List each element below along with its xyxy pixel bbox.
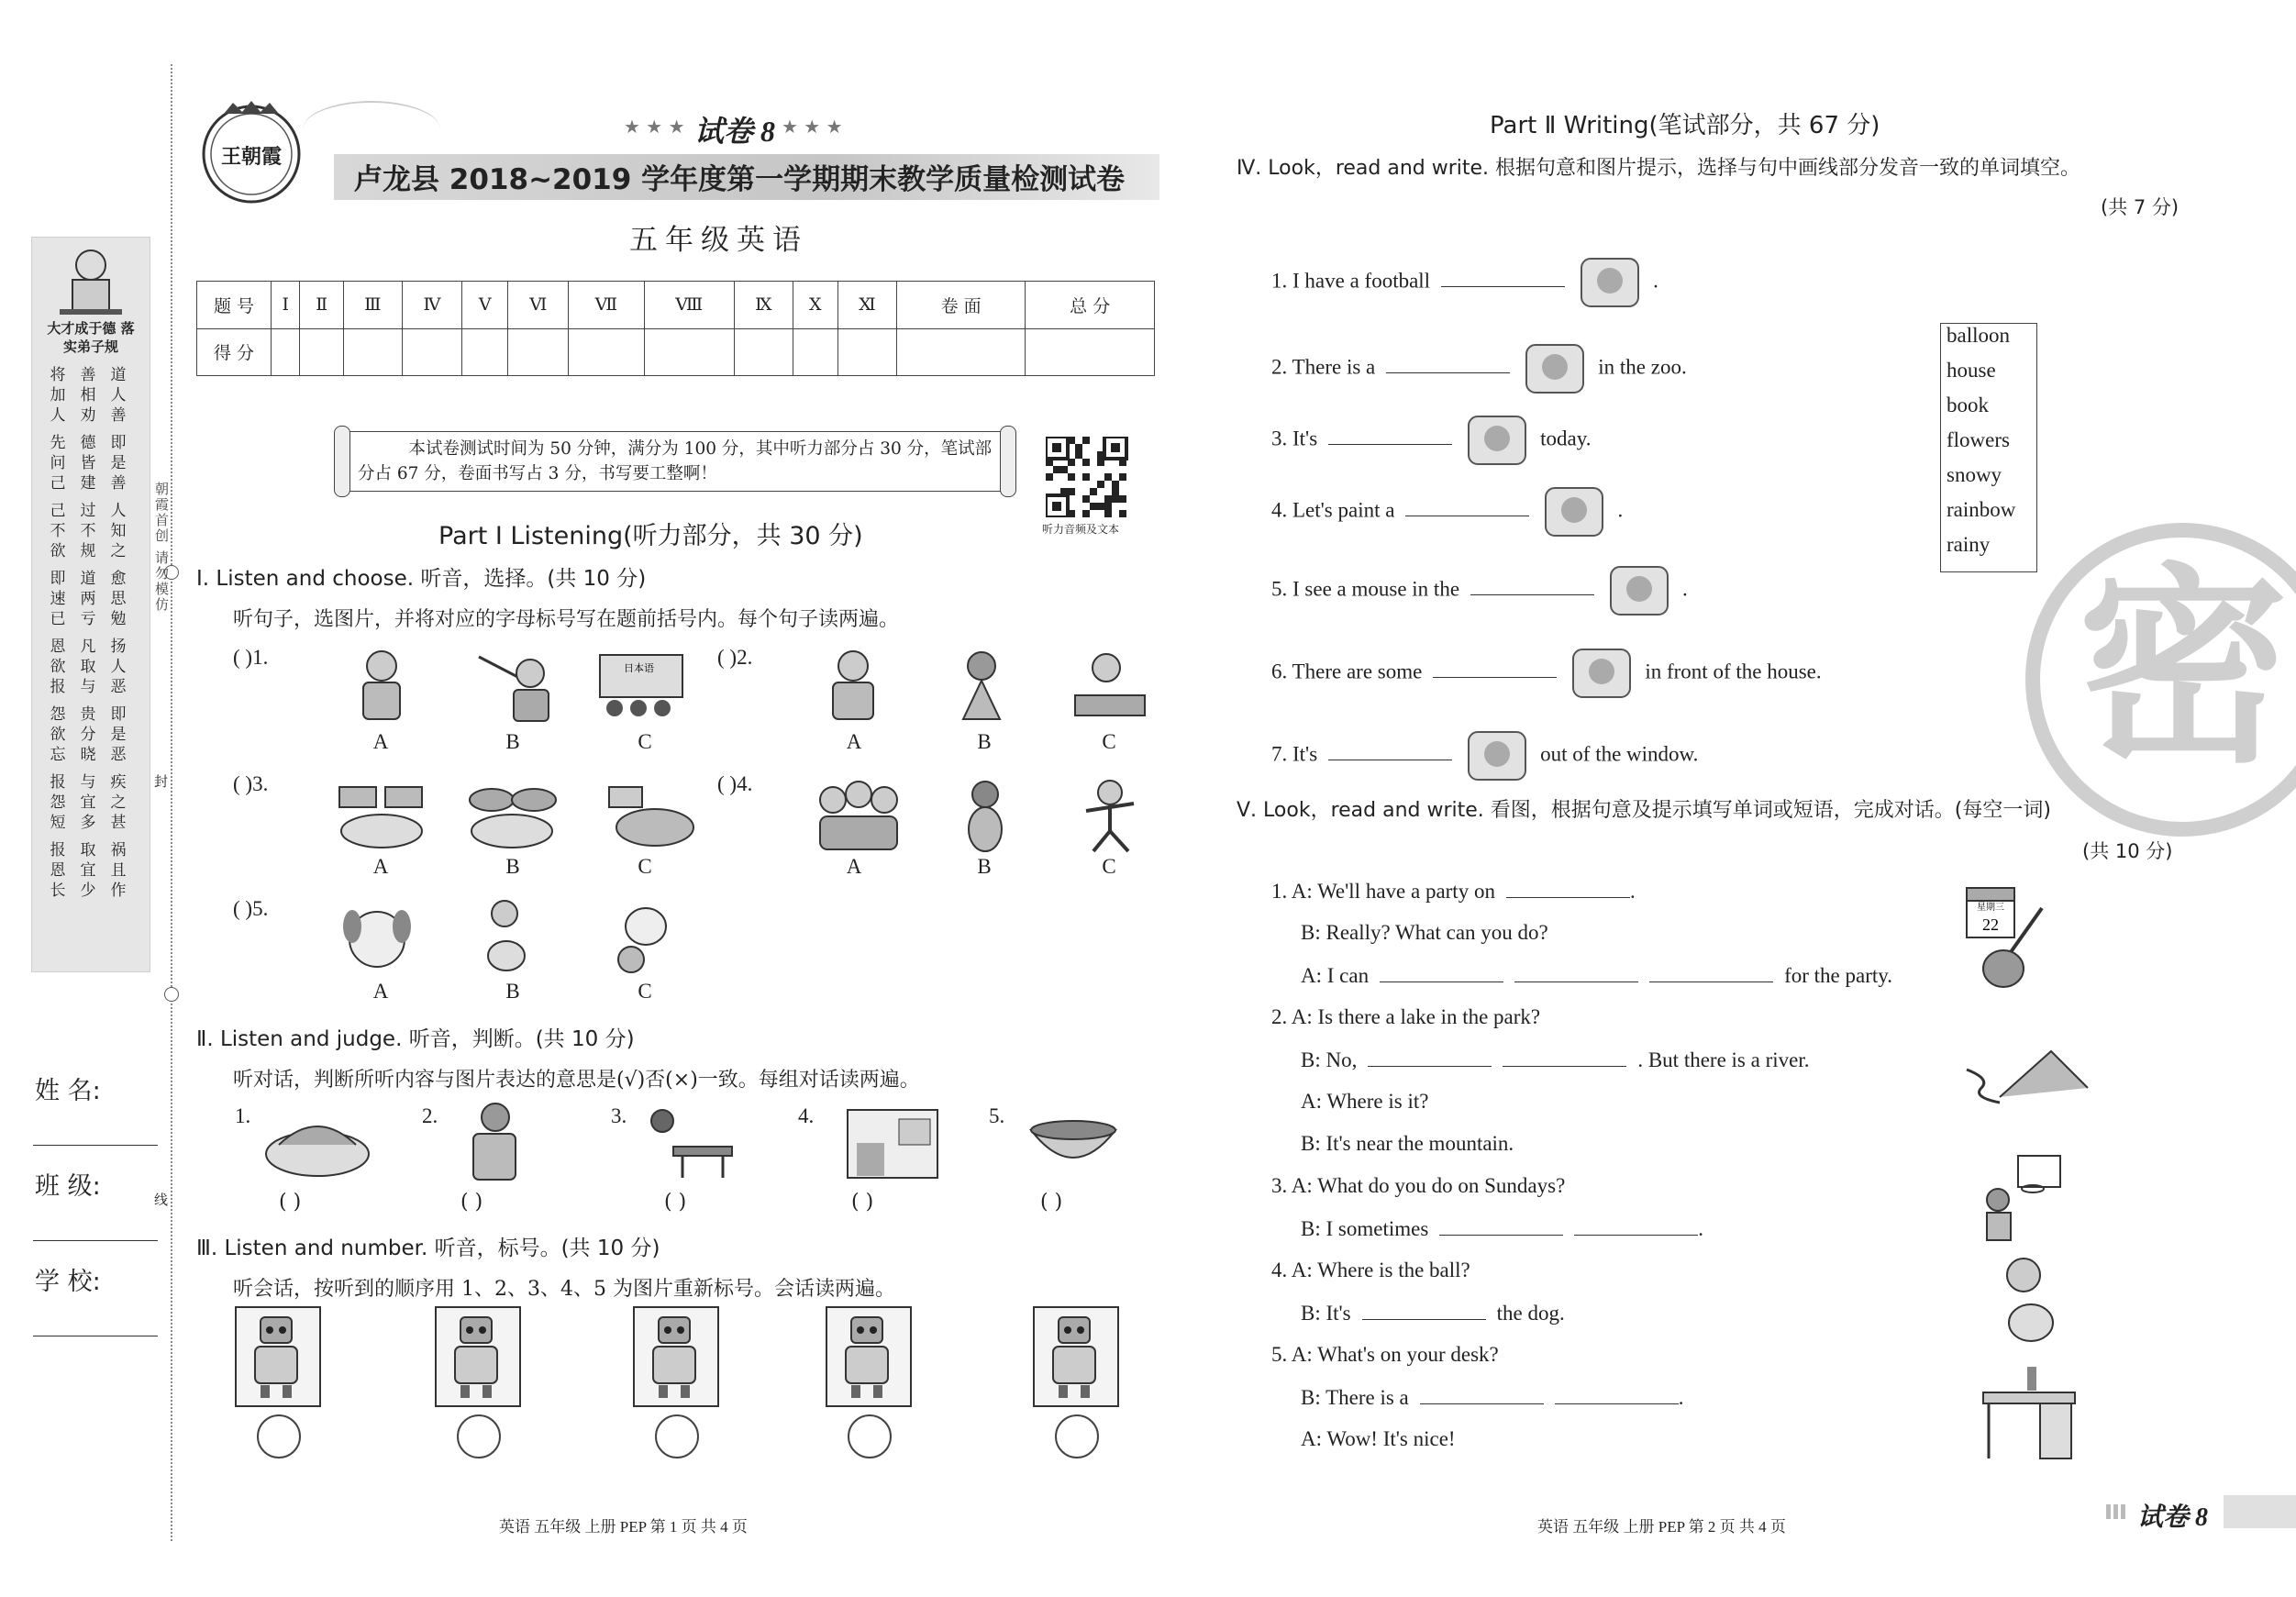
exam-title: 卢龙县 2018~2019 学年度第一学期期末教学质量检测试卷 bbox=[354, 163, 1126, 196]
girl-reading-picture bbox=[815, 646, 892, 725]
side-note: 朝霞首创 请勿模仿 bbox=[153, 482, 170, 613]
corner-bars bbox=[2106, 1504, 2126, 1519]
calendar-day: 星期三 bbox=[1977, 903, 2004, 913]
sec4-item bbox=[1271, 561, 1688, 620]
sec2-instruction: 听对话，判断所听内容与图片表达的意思是(√)否(×)一致。每组对话读两遍。 bbox=[233, 1069, 920, 1092]
motto-column: 人知之 bbox=[110, 502, 127, 560]
sec4-title: Ⅳ. Look，read and write. 根据句意和图片提示，选择与句中画线部分发音一致的单词填空。 bbox=[1237, 157, 2081, 180]
girl-with-basket-picture bbox=[945, 648, 1018, 725]
motto-column: 善相劝 bbox=[80, 366, 96, 425]
dialogue-line bbox=[1271, 1005, 1540, 1029]
calendar-date: 22 bbox=[1982, 915, 1999, 934]
flower-house-icon bbox=[1568, 644, 1636, 703]
robot-picture bbox=[633, 1306, 719, 1407]
score-cell[interactable] bbox=[734, 328, 793, 376]
ping-pong-picture bbox=[637, 1104, 738, 1181]
dialogue-answer-blank[interactable] bbox=[1362, 1301, 1486, 1320]
sec4-item bbox=[1271, 253, 1658, 312]
score-cell[interactable] bbox=[793, 328, 837, 376]
motto-column: 己不欲 bbox=[50, 502, 66, 560]
sec2-num: 1. bbox=[235, 1104, 251, 1127]
decor-swoosh bbox=[303, 101, 440, 158]
sec2-title: Ⅱ. Listen and judge. 听音，判断。(共 10 分) bbox=[196, 1027, 635, 1051]
sec4-answer-blank[interactable] bbox=[1433, 659, 1557, 678]
name-label: 姓 名: bbox=[35, 1077, 101, 1105]
part2-title: Part Ⅱ Writing(笔试部分，共 67 分) bbox=[1490, 112, 1880, 139]
brand-logo bbox=[196, 97, 306, 207]
seal-char-feng: 封 bbox=[152, 774, 169, 790]
choice-letter: A bbox=[846, 855, 862, 878]
motto-column: 道两亏 bbox=[80, 570, 96, 628]
food-plate-picture bbox=[261, 1108, 374, 1181]
score-table bbox=[196, 281, 1155, 376]
stars-right: ★ ★ ★ bbox=[782, 116, 843, 138]
part1-title: Part Ⅰ Listening(听力部分，共 30 分) bbox=[438, 522, 863, 550]
sec1-item-3[interactable]: ( )3. bbox=[233, 772, 269, 795]
binding-hole bbox=[164, 987, 179, 1002]
kitchen-picture bbox=[844, 1106, 941, 1181]
score-cell[interactable] bbox=[644, 328, 734, 376]
score-col-header: Ⅷ bbox=[644, 282, 734, 329]
dialogue-answer-blank[interactable] bbox=[1649, 963, 1773, 982]
sec4-item-text: 7. It's bbox=[1271, 742, 1318, 766]
teacher-pointing-picture bbox=[473, 646, 558, 725]
small-house-icon bbox=[1605, 561, 1673, 620]
dialogue-line bbox=[1271, 1174, 1565, 1198]
sec4-answer-blank[interactable] bbox=[1386, 354, 1510, 373]
score-col-header: Ⅱ bbox=[300, 282, 344, 329]
sandwiches-picture bbox=[334, 780, 431, 853]
dialogue-tail: the dog. bbox=[1496, 1302, 1565, 1325]
sec4-item-tail: out of the window. bbox=[1540, 742, 1699, 766]
number-answer-circle[interactable] bbox=[655, 1414, 699, 1458]
scroll-end bbox=[334, 426, 350, 497]
dialogue-tail: . But there is a river. bbox=[1637, 1048, 1810, 1071]
sec4-item bbox=[1271, 644, 1822, 703]
sec4-item-tail: in front of the house. bbox=[1645, 660, 1822, 683]
castle-icon bbox=[1521, 339, 1589, 398]
sec4-item bbox=[1271, 482, 1623, 541]
number-answer-circle[interactable] bbox=[457, 1414, 501, 1458]
sec4-item-text: 5. I see a mouse in the bbox=[1271, 577, 1460, 601]
robot-picture bbox=[826, 1306, 912, 1407]
score-col-header: Ⅰ bbox=[272, 282, 300, 329]
motto-column: 贵分晓 bbox=[80, 705, 96, 764]
classroom-picture bbox=[596, 651, 686, 725]
motto-column: 凡取与 bbox=[80, 638, 96, 696]
motto-column: 取宜少 bbox=[80, 841, 96, 900]
sec1-title: Ⅰ. Listen and choose. 听音，选择。(共 10 分) bbox=[196, 567, 647, 591]
right-footer: 英语 五年级 上册 PEP 第 2 页 共 4 页 bbox=[1537, 1518, 1786, 1536]
motto-column: 与宜多 bbox=[80, 773, 96, 832]
score-cell[interactable] bbox=[837, 328, 896, 376]
sec4-item-text: 3. It's bbox=[1271, 427, 1318, 450]
sec2-answer-paren[interactable]: ( ) bbox=[1040, 1191, 1063, 1214]
series-label: 试卷 8 bbox=[694, 115, 776, 148]
dialogue-text: A: Wow! It's nice! bbox=[1301, 1427, 1456, 1450]
motto-column: 即是恶 bbox=[110, 705, 127, 764]
period: . bbox=[1698, 1217, 1704, 1240]
class-label: 班 级: bbox=[35, 1172, 101, 1201]
dialogue-line bbox=[1301, 1048, 1810, 1072]
sec4-item-tail: today. bbox=[1540, 427, 1592, 450]
choice-letter: C bbox=[638, 980, 652, 1003]
sec1-item-5[interactable]: ( )5. bbox=[233, 897, 269, 920]
motto-column: 将加人 bbox=[50, 366, 66, 425]
boy-at-desk-picture bbox=[1066, 648, 1152, 725]
choice-letter: C bbox=[638, 855, 652, 878]
sec3-instruction: 听会话，按听到的顺序用 1、2、3、4、5 为图片重新标号。会话读两遍。 bbox=[233, 1278, 895, 1301]
sec1-item-4[interactable]: ( )4. bbox=[717, 772, 753, 795]
motto-column: 扬人恶 bbox=[110, 638, 127, 696]
motto-column: 怨欲忘 bbox=[50, 705, 66, 764]
cut-line bbox=[171, 64, 172, 1541]
dialogue-answer-blank[interactable] bbox=[1506, 879, 1630, 898]
choice-letter: A bbox=[846, 730, 862, 753]
number-answer-circle[interactable] bbox=[848, 1414, 892, 1458]
ball-and-dog-picture bbox=[475, 897, 536, 976]
sec2-answer-paren[interactable]: ( ) bbox=[851, 1191, 874, 1214]
scholar-illustration-icon bbox=[52, 241, 129, 318]
choice-letter: C bbox=[1102, 855, 1116, 878]
corner-band bbox=[2224, 1495, 2296, 1528]
choice-letter: B bbox=[977, 730, 992, 753]
dialogue-text: B: It's near the mountain. bbox=[1301, 1132, 1514, 1155]
motto-column: 恩欲报 bbox=[50, 638, 66, 696]
word-bank-item: balloon bbox=[1947, 324, 2010, 347]
choice-letter: B bbox=[505, 730, 520, 753]
dialogue-text: 5. A: What's on your desk? bbox=[1271, 1343, 1499, 1366]
girl-with-pipa-picture bbox=[954, 776, 1018, 855]
motto-column: 报恩长 bbox=[50, 841, 66, 900]
dialogue-line bbox=[1271, 879, 1636, 904]
name-field[interactable] bbox=[33, 1145, 158, 1146]
dialogue-line bbox=[1301, 1132, 1514, 1156]
score-cell[interactable] bbox=[1026, 328, 1155, 376]
robot-picture bbox=[235, 1306, 321, 1407]
school-label: 学 校: bbox=[35, 1268, 101, 1296]
row-label: 题 号 bbox=[197, 282, 272, 329]
boy-with-book-icon bbox=[1576, 253, 1644, 312]
kids-group-picture bbox=[811, 776, 906, 855]
score-col-header: Ⅳ bbox=[402, 282, 462, 329]
dialogue-answer-blank[interactable] bbox=[1555, 1385, 1679, 1404]
sec5-points: (共 10 分) bbox=[2082, 840, 2173, 862]
corner-series-tag: 试卷 8 bbox=[2137, 1503, 2209, 1532]
stars-left: ★ ★ ★ bbox=[624, 116, 685, 138]
qr-caption: 听力音频及文本 bbox=[1042, 523, 1120, 536]
word-bank-item: house bbox=[1947, 359, 1996, 382]
burgers-picture bbox=[464, 780, 561, 853]
sec2-num: 3. bbox=[611, 1104, 627, 1127]
notice-text: 本试卷测试时间为 50 分钟，满分为 100 分，其中听力部分占 30 分，笔试部分占 67 分，卷面书写占 3 分，书写要工整啊！ bbox=[358, 439, 993, 483]
word-bank-item: flowers bbox=[1947, 428, 2010, 451]
basketball-boy-picture bbox=[1972, 1152, 2068, 1248]
dialogue-answer-blank[interactable] bbox=[1503, 1048, 1626, 1067]
score-col-header: Ⅲ bbox=[343, 282, 402, 329]
dialogue-answer-blank[interactable] bbox=[1574, 1216, 1698, 1236]
sec4-item-tail: . bbox=[1617, 498, 1624, 522]
score-col-header: Ⅹ bbox=[793, 282, 837, 329]
dialogue-answer-blank[interactable] bbox=[1368, 1048, 1492, 1067]
score-cell[interactable] bbox=[462, 328, 508, 376]
sec1-instruction: 听句子，选图片，并将对应的字母标号写在题前括号内。每个句子读两遍。 bbox=[233, 608, 900, 631]
sec1-item-2[interactable]: ( )2. bbox=[717, 646, 753, 669]
sec4-item-text: 6. There are some bbox=[1271, 660, 1423, 683]
dialogue-text: B: It's bbox=[1301, 1302, 1351, 1325]
score-cell[interactable] bbox=[569, 328, 644, 376]
sec4-item bbox=[1271, 339, 1687, 398]
dialogue-text: 3. A: What do you do on Sundays? bbox=[1271, 1174, 1566, 1197]
word-bank-item: rainy bbox=[1947, 533, 1991, 556]
word-bank-item: book bbox=[1947, 394, 1989, 416]
period: . bbox=[1678, 1386, 1684, 1409]
motto-column: 德皆建 bbox=[80, 434, 96, 493]
dialogue-text: B: No, bbox=[1301, 1048, 1358, 1071]
kid-dancing-picture bbox=[1077, 776, 1141, 855]
sec4-answer-blank[interactable] bbox=[1441, 268, 1565, 287]
mountain-river-picture bbox=[1963, 1042, 2091, 1106]
board-text: 日本语 bbox=[624, 662, 654, 674]
sec2-answer-paren[interactable]: ( ) bbox=[664, 1191, 687, 1214]
snow-cloud-icon bbox=[1463, 726, 1531, 785]
sec4-item bbox=[1271, 726, 1698, 785]
motto-column: 过不规 bbox=[80, 502, 96, 560]
dialogue-text: B: There is a bbox=[1301, 1386, 1409, 1409]
dialogue-line bbox=[1301, 963, 1892, 988]
sec1-item-1[interactable]: ( )1. bbox=[233, 646, 269, 669]
score-cell[interactable] bbox=[402, 328, 462, 376]
dialogue-text: A: I can bbox=[1301, 964, 1370, 987]
dialogue-text: 2. A: Is there a lake in the park? bbox=[1271, 1005, 1541, 1028]
dialogue-text: 1. A: We'll have a party on bbox=[1271, 880, 1495, 903]
motto-column: 愈思勉 bbox=[110, 570, 127, 628]
word-bank-item: snowy bbox=[1947, 463, 2002, 486]
calendar-and-pipa-picture bbox=[1959, 881, 2046, 991]
sec4-item-text: 2. There is a bbox=[1271, 355, 1376, 379]
sec4-item-text: 4. Let's paint a bbox=[1271, 498, 1395, 522]
score-col-header: 总 分 bbox=[1026, 282, 1155, 329]
dialogue-line bbox=[1301, 1385, 1684, 1410]
motto-title: 大才成于德 落实弟子规 bbox=[47, 320, 135, 355]
sec4-answer-blank[interactable] bbox=[1405, 497, 1529, 516]
noodles-bowl-picture bbox=[1026, 1112, 1121, 1176]
sec4-item bbox=[1271, 411, 1592, 470]
word-bank bbox=[1940, 323, 2037, 572]
choice-letter: C bbox=[1102, 730, 1116, 753]
left-footer: 英语 五年级 上册 PEP 第 1 页 共 4 页 bbox=[499, 1518, 748, 1536]
score-cell[interactable] bbox=[300, 328, 344, 376]
seal-char-xian: 线 bbox=[152, 1192, 169, 1208]
sec2-num: 5. bbox=[989, 1104, 1005, 1127]
sec4-item-text: 1. I have a football bbox=[1271, 269, 1431, 293]
choice-letter: A bbox=[372, 730, 389, 753]
dialogue-text: B: I sometimes bbox=[1301, 1217, 1429, 1240]
choice-letter: A bbox=[372, 980, 389, 1003]
sec2-num: 4. bbox=[798, 1104, 815, 1127]
dog-with-ball-picture bbox=[611, 899, 677, 978]
score-col-header: Ⅸ bbox=[734, 282, 793, 329]
motto-column: 祸且作 bbox=[110, 841, 127, 900]
motto-grid bbox=[48, 365, 139, 901]
sec2-num: 2. bbox=[422, 1104, 438, 1127]
scroll-end bbox=[1000, 426, 1016, 497]
sec4-answer-blank[interactable] bbox=[1328, 741, 1452, 760]
dialogue-tail: for the party. bbox=[1784, 964, 1893, 987]
choice-letter: C bbox=[638, 730, 652, 753]
sec4-item-tail: in the zoo. bbox=[1598, 355, 1687, 379]
score-cell[interactable] bbox=[272, 328, 300, 376]
dialogue-answer-blank[interactable] bbox=[1439, 1216, 1563, 1236]
period: . bbox=[1629, 880, 1636, 903]
vegetables-picture bbox=[600, 780, 697, 853]
motto-column: 即是善 bbox=[110, 434, 127, 493]
qr-code-icon[interactable] bbox=[1046, 437, 1128, 517]
rain-cloud-icon bbox=[1463, 411, 1531, 470]
sec4-answer-blank[interactable] bbox=[1328, 426, 1452, 445]
dialogue-line bbox=[1301, 1301, 1565, 1325]
puppy-face-picture bbox=[338, 899, 416, 976]
score-cell[interactable] bbox=[508, 328, 569, 376]
subject-title: 五年级英语 bbox=[629, 224, 808, 257]
dialogue-text: A: Where is it? bbox=[1301, 1090, 1429, 1113]
dialogue-text: B: Really? What can you do? bbox=[1301, 921, 1548, 944]
dialogue-line bbox=[1271, 1259, 1470, 1282]
motto-column: 疾之甚 bbox=[110, 773, 127, 832]
desk-with-vase-picture bbox=[1980, 1363, 2080, 1462]
score-col-header: Ⅶ bbox=[569, 282, 644, 329]
sec4-item-tail: . bbox=[1653, 269, 1658, 293]
dialogue-answer-blank[interactable] bbox=[1514, 963, 1638, 982]
sec2-answer-paren[interactable]: ( ) bbox=[279, 1191, 302, 1214]
choice-letter: B bbox=[505, 855, 520, 878]
robot-picture bbox=[1033, 1306, 1119, 1407]
word-bank-item: rainbow bbox=[1947, 498, 2016, 521]
dialogue-line bbox=[1301, 921, 1548, 945]
row-label: 得 分 bbox=[197, 328, 272, 376]
sec4-answer-blank[interactable] bbox=[1470, 576, 1594, 595]
number-answer-circle[interactable] bbox=[257, 1414, 301, 1458]
choice-letter: B bbox=[977, 855, 992, 878]
confidential-seal-char: 密 bbox=[2077, 547, 2289, 792]
sec4-item-tail: . bbox=[1682, 577, 1688, 601]
score-cell[interactable] bbox=[896, 328, 1026, 376]
boy-with-books-picture bbox=[459, 1097, 527, 1187]
rainbow-icon bbox=[1540, 482, 1608, 541]
sec5-title: Ⅴ. Look，read and write. 看图，根据句意及提示填写单词或短语，完成对话。(每空一词) bbox=[1237, 799, 2051, 822]
score-col-header: 卷 面 bbox=[896, 282, 1026, 329]
dialogue-text: 4. A: Where is the ball? bbox=[1271, 1259, 1470, 1281]
motto-column: 报怨短 bbox=[50, 773, 66, 832]
choice-letter: A bbox=[372, 855, 389, 878]
motto-column: 道人善 bbox=[110, 366, 127, 425]
score-col-header: Ⅵ bbox=[508, 282, 569, 329]
dialogue-answer-blank[interactable] bbox=[1420, 1385, 1544, 1404]
score-col-header: Ⅺ bbox=[837, 282, 896, 329]
class-field[interactable] bbox=[33, 1240, 158, 1241]
svg-text:王朝霞: 王朝霞 bbox=[220, 146, 283, 169]
sec2-answer-paren[interactable]: ( ) bbox=[460, 1191, 483, 1214]
motto-column: 即速已 bbox=[50, 570, 66, 628]
dialogue-answer-blank[interactable] bbox=[1380, 963, 1503, 982]
boy-waving-picture bbox=[343, 646, 420, 725]
dialogue-line bbox=[1301, 1427, 1456, 1451]
dialogue-line bbox=[1301, 1216, 1703, 1241]
score-cell[interactable] bbox=[343, 328, 402, 376]
score-col-header: Ⅴ bbox=[462, 282, 508, 329]
robot-picture bbox=[435, 1306, 521, 1407]
ball-above-dog-picture bbox=[1994, 1255, 2068, 1348]
sec3-title: Ⅲ. Listen and number. 听音，标号。(共 10 分) bbox=[196, 1237, 660, 1260]
choice-letter: B bbox=[505, 980, 520, 1003]
number-answer-circle[interactable] bbox=[1055, 1414, 1099, 1458]
sec4-points: (共 7 分) bbox=[2101, 196, 2180, 218]
dialogue-line bbox=[1301, 1090, 1428, 1114]
motto-column: 先问己 bbox=[50, 434, 66, 493]
dialogue-line bbox=[1271, 1343, 1499, 1367]
